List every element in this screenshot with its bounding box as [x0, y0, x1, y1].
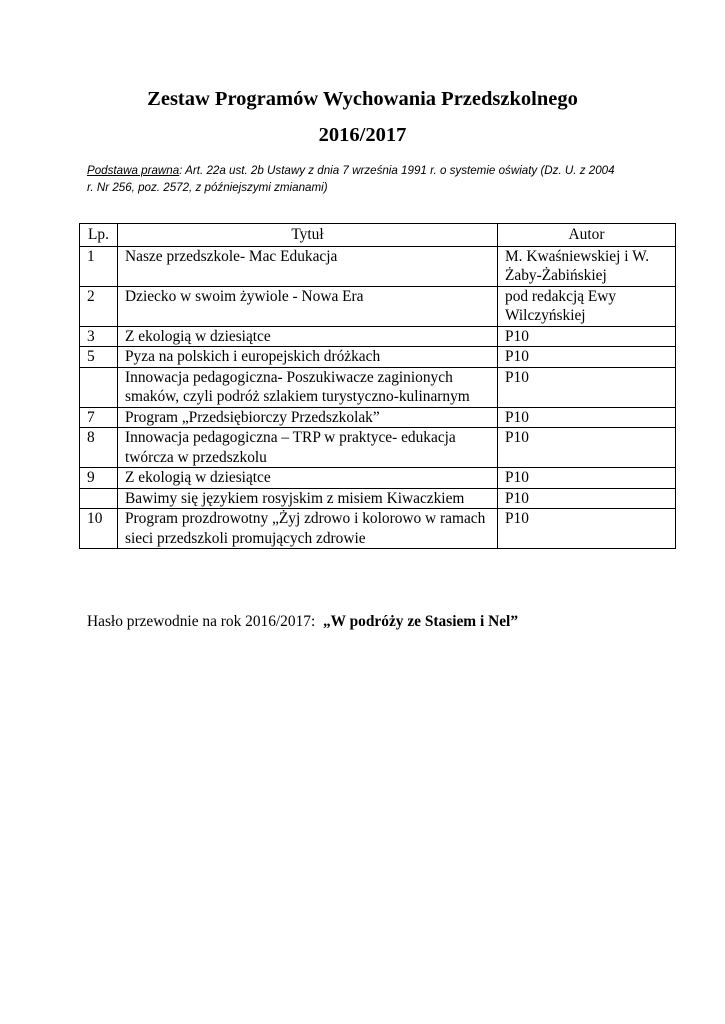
table-row [80, 509, 676, 549]
table-row [80, 407, 676, 428]
table-row [80, 326, 676, 347]
cell-title: Pyza na polskich i europejskich dróżkach [118, 347, 498, 368]
cell-title: Z ekologią w dziesiątce [118, 468, 498, 489]
table-row [80, 347, 676, 368]
cell-lp: 7 [80, 407, 118, 428]
cell-lp: 9 [80, 468, 118, 489]
table-row [80, 428, 676, 468]
table-row [80, 367, 676, 407]
legal-basis-text-line2: r. Nr 256, poz. 2572, z późniejszymi zmianami) [87, 181, 328, 194]
cell-title: Innowacja pedagogiczna- Poszukiwacze zaginionych smaków, czyli podróż szlakiem turystyczno-kulinarnym [118, 367, 498, 407]
cell-lp: 1 [80, 246, 118, 286]
cell-lp: 2 [80, 286, 118, 326]
column-header-lp: Lp. [80, 224, 118, 247]
motto-label: Hasło przewodnie na rok 2016/2017: [87, 613, 316, 630]
cell-author: P10 [498, 488, 676, 509]
cell-author: P10 [498, 347, 676, 368]
cell-lp [80, 367, 118, 407]
cell-title: Nasze przedszkole- Mac Edukacja [118, 246, 498, 286]
legal-basis [87, 162, 667, 196]
table-row [80, 468, 676, 489]
cell-title: Dziecko w swoim żywiole - Nowa Era [118, 286, 498, 326]
table-row [80, 286, 676, 326]
school-year: 2016/2017 [318, 124, 407, 146]
legal-basis-label: Podstawa prawna [87, 164, 180, 177]
cell-lp: 10 [80, 509, 118, 549]
table-row [80, 488, 676, 509]
column-header-author: Autor [498, 224, 676, 247]
cell-lp: 8 [80, 428, 118, 468]
document-title: Zestaw Programów Wychowania Przedszkolnego [147, 88, 578, 110]
cell-author: P10 [498, 468, 676, 489]
legal-basis-text-line1: : Art. 22a ust. 2b Ustawy z dnia 7 września 1991 r. o systemie oświaty (Dz. U. z 2004 [179, 164, 615, 177]
table-row [80, 246, 676, 286]
cell-title: Program prozdrowotny „Żyj zdrowo i kolorowo w ramach sieci przedszkoli promujących zdrowie [118, 509, 498, 549]
cell-title: Program „Przedsiębiorczy Przedszkolak” [118, 407, 498, 428]
column-header-title: Tytuł [118, 224, 498, 247]
cell-title: Z ekologią w dziesiątce [118, 326, 498, 347]
cell-author: P10 [498, 367, 676, 407]
cell-lp: 3 [80, 326, 118, 347]
cell-author: P10 [498, 326, 676, 347]
motto [87, 612, 518, 632]
cell-author: pod redakcją Ewy Wilczyńskiej [498, 286, 676, 326]
cell-title: Bawimy się językiem rosyjskim z misiem Kiwaczkiem [118, 488, 498, 509]
motto-value: „W podróży ze Stasiem i Nel” [322, 613, 519, 630]
cell-author: P10 [498, 509, 676, 549]
programs-table [79, 223, 676, 549]
cell-title: Innowacja pedagogiczna – TRP w praktyce- edukacja twórcza w przedszkolu [118, 428, 498, 468]
cell-author: P10 [498, 428, 676, 468]
cell-lp: 5 [80, 347, 118, 368]
cell-author: M. Kwaśniewskiej i W. Żaby-Żabińskiej [498, 246, 676, 286]
table-header-row [80, 224, 676, 247]
cell-author: P10 [498, 407, 676, 428]
cell-lp [80, 488, 118, 509]
